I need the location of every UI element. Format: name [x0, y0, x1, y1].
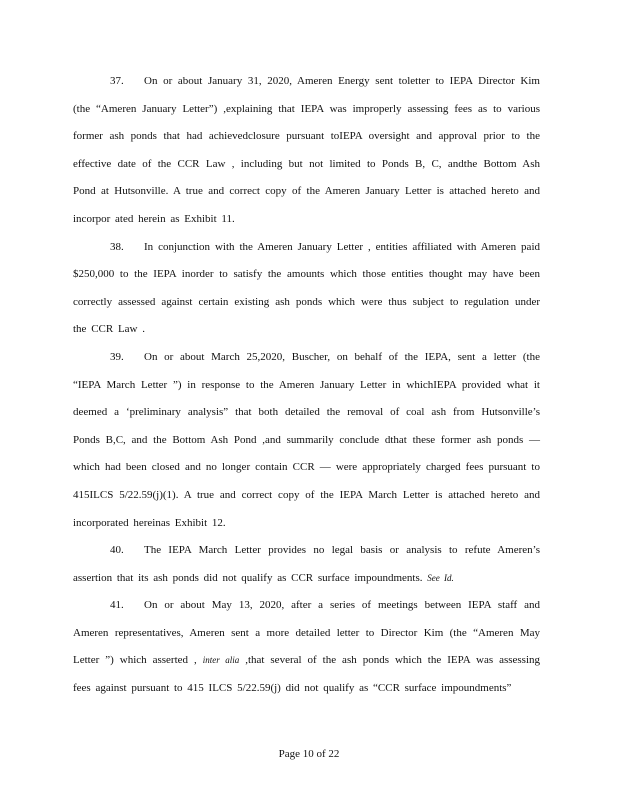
- paragraph-text-continued: ,that several of the ash ponds which the IEPA was assessing fees against pursuant to 415 ILCS 5/22.59(j) did not qualify as “CCR surface impoundments”: [73, 654, 541, 695]
- citation: See Id.: [427, 572, 454, 583]
- paragraph-number: 39.: [110, 350, 124, 363]
- paragraph-38: [73, 234, 540, 344]
- paragraph-text: On or about May 13, 2020, after a series of meetings between IEPA staff and Ameren representatives, Ameren sent a more detailed letter to Director Kim (the “Ameren May Letter ”) which asserted ,: [73, 599, 540, 667]
- paragraph-41: [73, 592, 540, 702]
- citation: inter alia: [202, 655, 240, 666]
- paragraph-number: 41.: [110, 599, 124, 612]
- paragraph-number: 38.: [110, 240, 124, 253]
- paragraph-text: On or about March 25,2020, Buscher, on behalf of the IEPA, sent a letter (the “IEPA March Letter ”) in response to the Ameren January Letter in whichIEPA provided what it deemed a ‘preliminary analysis” that both detailed the removal of coal ash from Hutsonville’s Ponds B,C, and the Bottom Ash Pond ,and summarily conclude dthat these former ash ponds — which had been closed and no longer contain CCR — were appropriately charged fees pursuant to 415ILCS 5/22.59(j)(1). A true and correct copy of the IEPA March Letter is attached hereto and incorporated hereinas Exhibit 12.: [73, 350, 540, 529]
- paragraph-number: 40.: [110, 544, 124, 557]
- paragraph-39: [73, 344, 540, 537]
- page-number: Page 10 of 22: [278, 748, 340, 760]
- document-body: [73, 68, 540, 703]
- paragraph-37: [73, 68, 540, 234]
- paragraph-text: In conjunction with the Ameren January Letter , entities affiliated with Ameren paid $250,000 to the IEPA inorder to satisfy the amounts which those entities thought may have been correctly assessed against certain existing ash ponds which were thus subject to regulation under the CCR Law .: [73, 240, 540, 336]
- paragraph-text: On or about January 31, 2020, Ameren Energy sent toletter to IEPA Director Kim (the “Ameren January Letter”) ,explaining that IEPA was improperly assessing fees as to various former ash ponds that had achievedclosure pursuant toIEPA oversight and approval prior to the effective date of the CCR Law , including but not limited to Ponds B, C, andthe Bottom Ash Pond at Hutsonville. A true and correct copy of the Ameren January Letter is attached hereto and incorpor ated herein as Exhibit 11.: [73, 75, 540, 225]
- paragraph-40: [73, 537, 540, 592]
- paragraph-number: 37.: [110, 75, 124, 87]
- paragraph-text: The IEPA March Letter provides no legal basis or analysis to refute Ameren’s assertion that its ash ponds did not qualify as CCR surface impoundments.: [73, 544, 540, 584]
